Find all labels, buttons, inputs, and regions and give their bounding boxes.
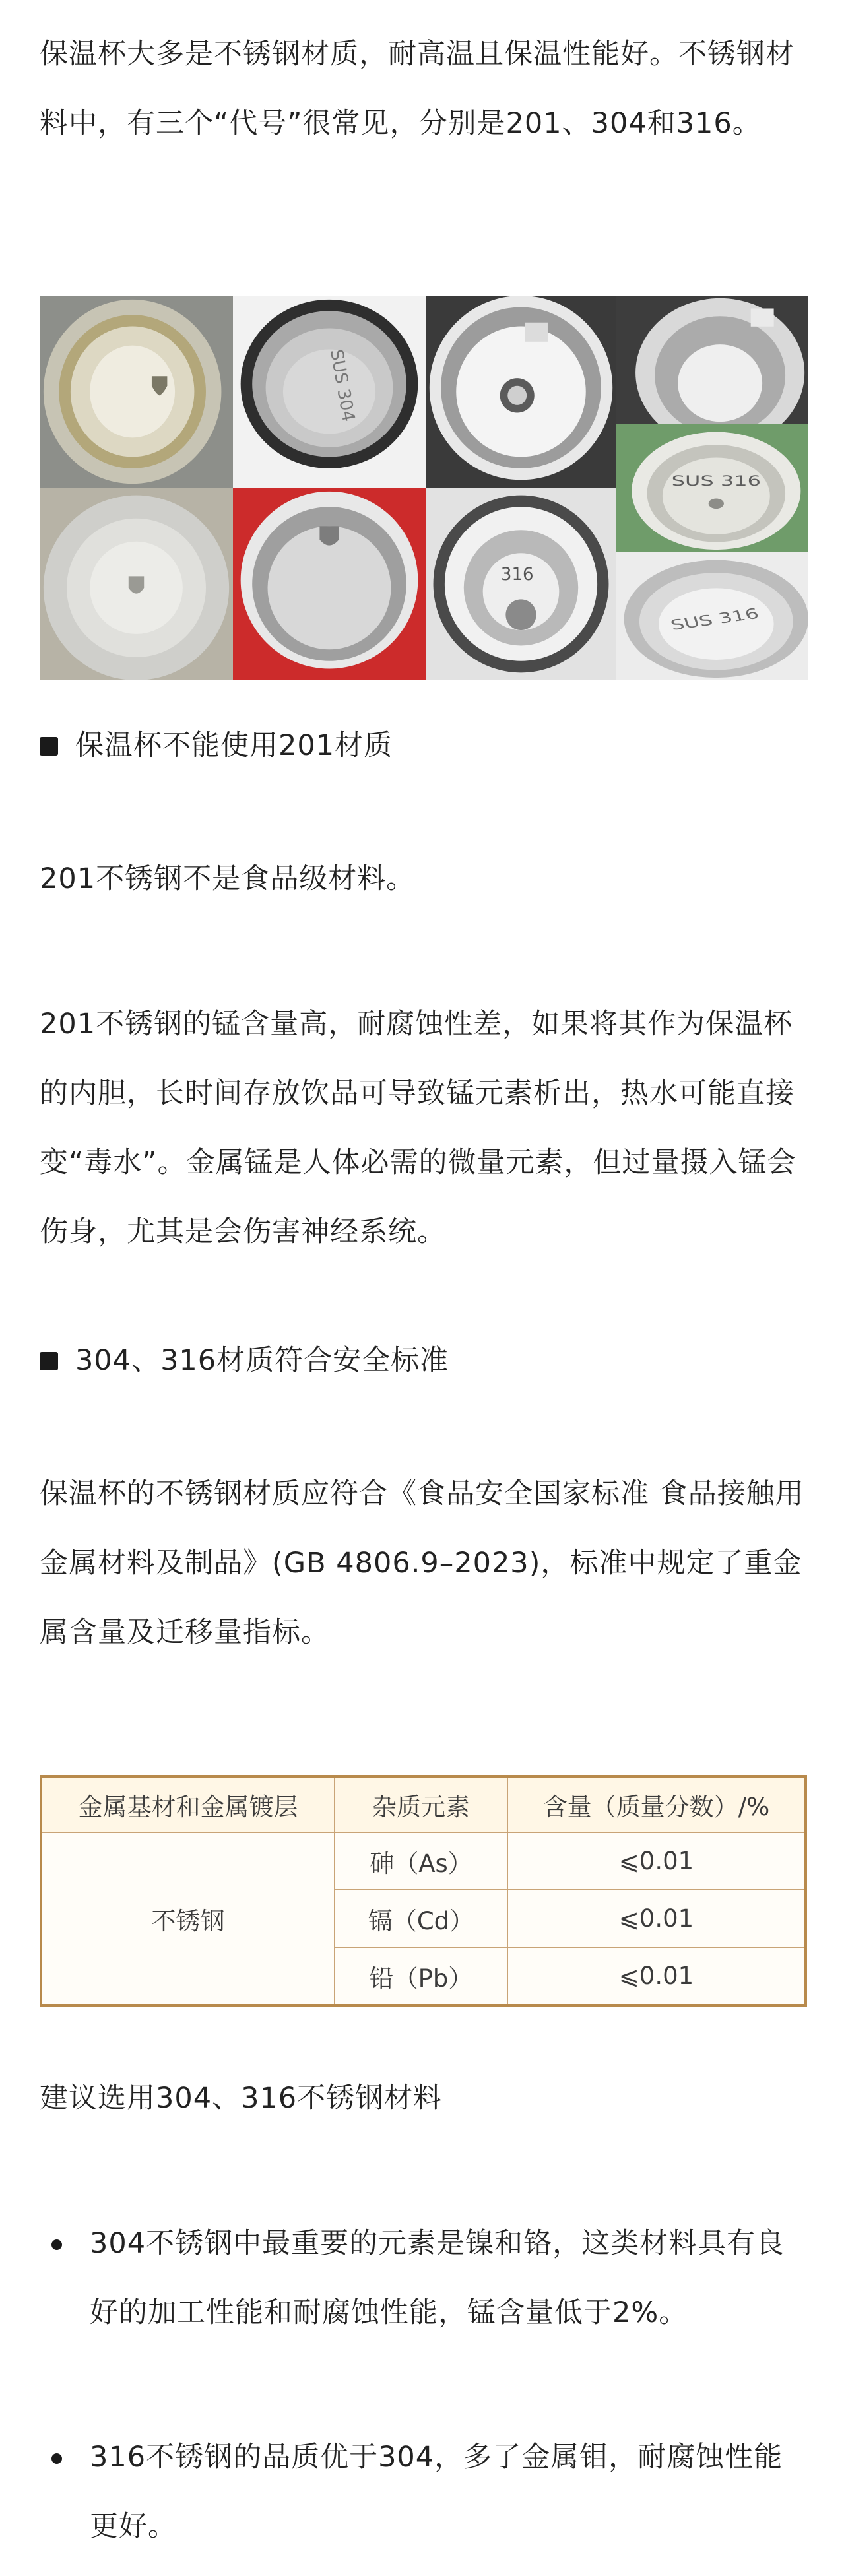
element-cell: 镉（Cd） bbox=[335, 1890, 507, 1947]
cup-photo-1 bbox=[40, 296, 233, 488]
table-header: 含量（质量分数）/% bbox=[507, 1776, 806, 1832]
cup-photo-2 bbox=[233, 296, 426, 488]
section-heading-304-316 bbox=[40, 1326, 805, 1396]
recommendation-paragraph: 建议选用304、316不锈钢材料 bbox=[40, 2082, 443, 2115]
paragraph-201-manganese: 201不锈钢的锰含量高，耐腐蚀性差，如果将其作为保温杯的内胆，长时间存放饮品可导致锰元素析出，热水可能直接变“毒水”。金属锰是人体必需的微量元素，但过量摄入锰会伤身，尤其是会伤害神经系统。 bbox=[40, 1008, 796, 1248]
element-cell: 砷（As） bbox=[335, 1832, 507, 1890]
table-header: 金属基材和金属镀层 bbox=[41, 1776, 335, 1832]
heading-text: 保温杯不能使用201材质 bbox=[75, 729, 393, 762]
square-bullet-icon bbox=[40, 737, 58, 756]
list-item-text: 316不锈钢的品质优于304，多了金属钼，耐腐蚀性能更好。 bbox=[90, 2441, 783, 2543]
svg-text:SUS 316: SUS 316 bbox=[671, 473, 761, 490]
cup-photo-8 bbox=[233, 488, 426, 680]
square-bullet-icon bbox=[40, 1352, 58, 1370]
list-item-text: 304不锈钢中最重要的元素是镍和铬，这类材料具有良好的加工性能和耐腐蚀性能，锰含量低于2%。 bbox=[90, 2227, 785, 2329]
table-header-row bbox=[41, 1776, 806, 1832]
svg-text:316: 316 bbox=[500, 565, 534, 585]
cup-photo-6 bbox=[616, 552, 808, 680]
material-cell: 不锈钢 bbox=[41, 1832, 335, 2005]
value-cell: ⩽0.01 bbox=[507, 1890, 806, 1947]
value-cell: ⩽0.01 bbox=[507, 1947, 806, 2005]
paragraph-gb-standard: 保温杯的不锈钢材质应符合《食品安全国家标准 食品接触用金属材料及制品》(GB 4806.9–2023)，标准中规定了重金属含量及迁移量指标。 bbox=[40, 1477, 804, 1649]
cup-photo-9 bbox=[426, 488, 616, 680]
cup-photo-5 bbox=[616, 424, 808, 552]
bullet-dot-icon bbox=[51, 2453, 62, 2464]
svg-text:SUS 304: SUS 304 bbox=[325, 348, 358, 424]
cup-photo-4 bbox=[616, 296, 808, 424]
cup-photo-3 bbox=[426, 296, 616, 488]
intro-paragraph: 保温杯大多是不锈钢材质，耐高温且保温性能好。不锈钢材料中，有三个“代号”很常见，分别是201、304和316。 bbox=[40, 38, 795, 140]
bullet-dot-icon bbox=[51, 2239, 62, 2250]
element-cell: 铅（Pb） bbox=[335, 1947, 507, 2005]
cup-photo-7 bbox=[40, 488, 233, 680]
value-cell: ⩽0.01 bbox=[507, 1832, 806, 1890]
svg-text:SUS 316: SUS 316 bbox=[668, 605, 762, 634]
table-row bbox=[41, 1832, 806, 1890]
section-heading-201 bbox=[40, 711, 805, 781]
paragraph-201-not-food-grade: 201不锈钢不是食品级材料。 bbox=[40, 862, 416, 895]
heading-text: 304、316材质符合安全标准 bbox=[75, 1344, 449, 1377]
table-header: 杂质元素 bbox=[335, 1776, 507, 1832]
heavy-metal-limits-table bbox=[40, 1775, 807, 2007]
cup-photo-collage bbox=[40, 296, 808, 680]
